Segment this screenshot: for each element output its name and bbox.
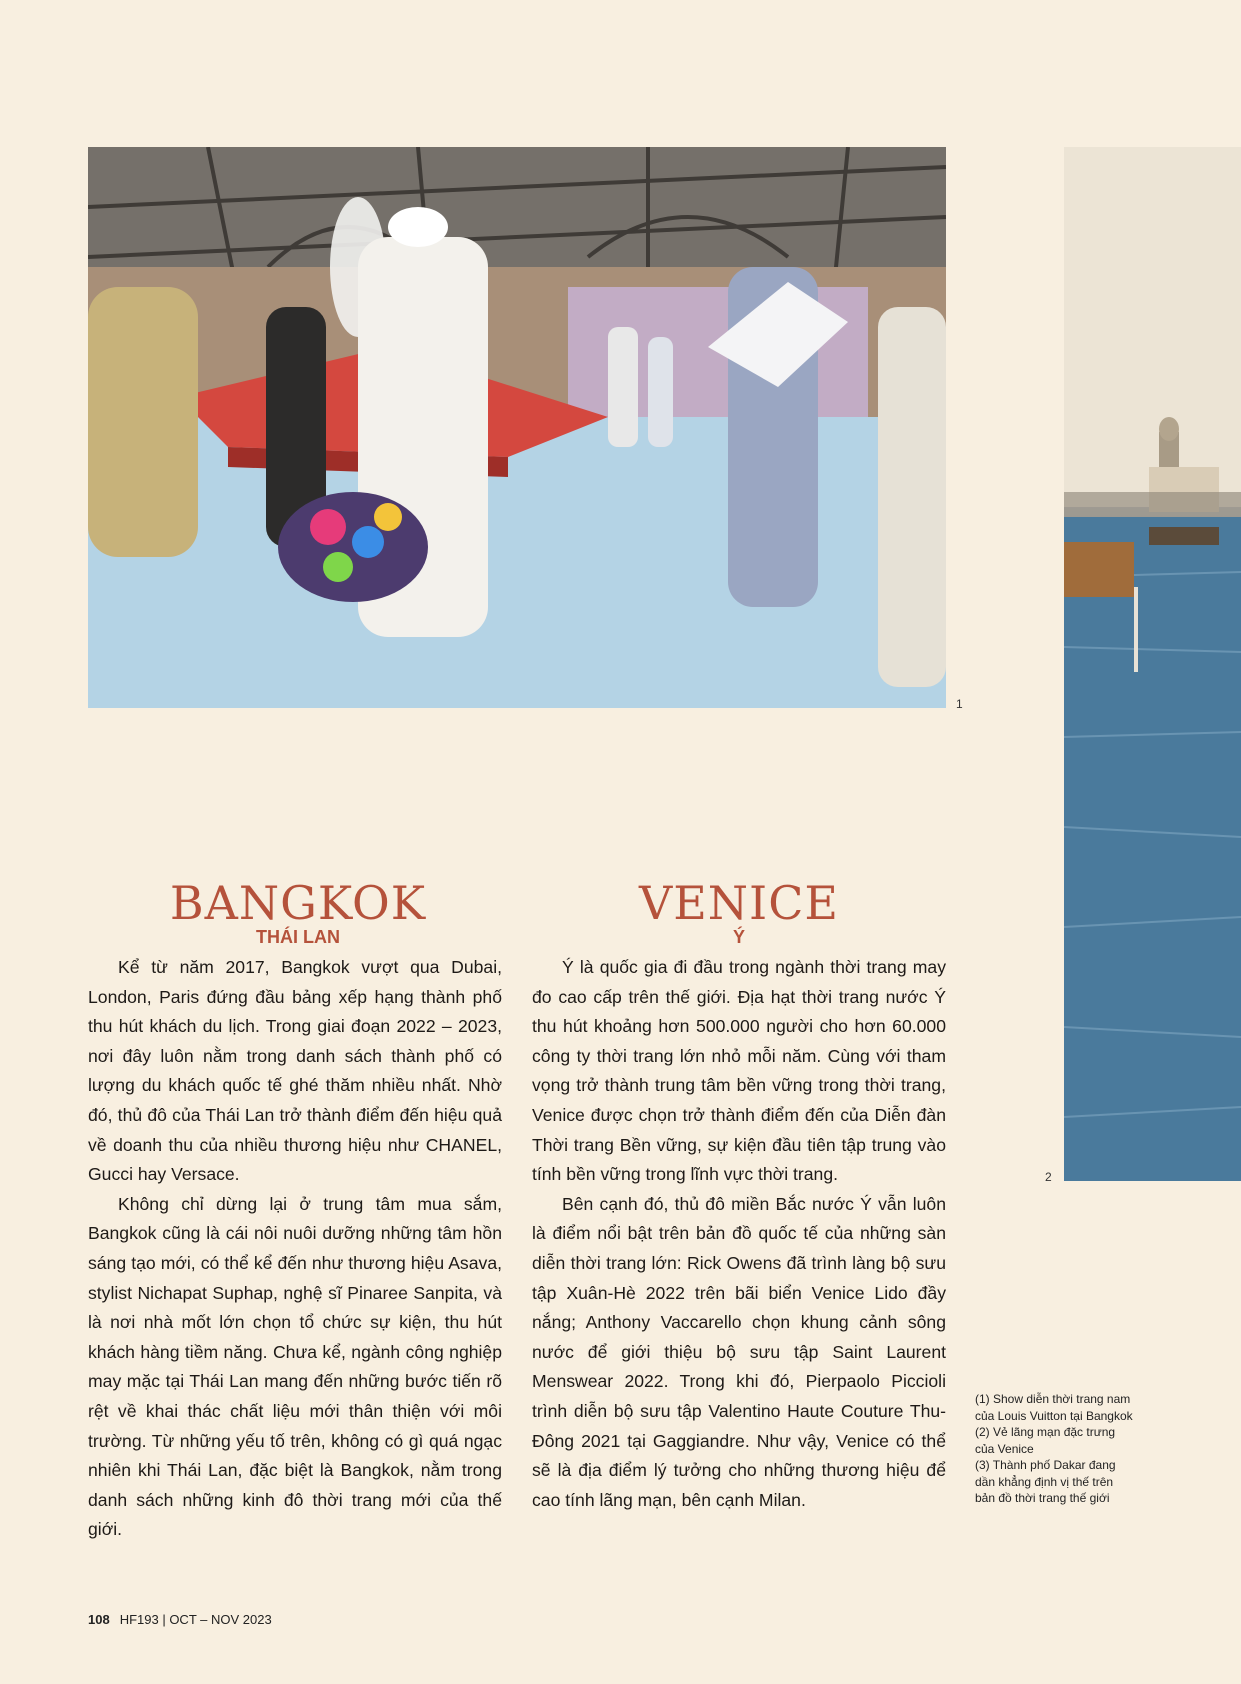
venice-paragraph-1: Ý là quốc gia đi đầu trong ngành thời trang may đo cao cấp trên thế giới. Địa hạt thời trang nước Ý thu hút khoảng hơn 500.000 người cho hơn 60.000 công ty thời trang lớn nhỏ mỗi năm. Cùng với tham vọng trở thành trung tâm bền vững trong thời trang, Venice được chọn trở thành điểm đến của Diễn đàn Thời trang Bền vững, sự kiện đầu tiên tập trung vào tính bền vững trong lĩnh vực thời trang.	[532, 957, 946, 1185]
venice-photo-illustration	[1064, 147, 1241, 1181]
issue-label: HF193 | OCT – NOV 2023	[119, 1612, 272, 1627]
venice-article	[532, 953, 946, 1515]
figure-number-2: 2	[1045, 1170, 1052, 1184]
venice-photo	[1064, 147, 1241, 1181]
bangkok-subtitle: THÁI LAN	[256, 927, 340, 947]
bangkok-title: BANGKOK	[169, 876, 427, 930]
venice-subtitle: Ý	[732, 927, 745, 947]
caption-3: (3) Thành phố Dakar đang dần khẳng định vị thế trên bản đồ thời trang thế giới	[975, 1458, 1116, 1505]
bangkok-article	[88, 953, 502, 1545]
page-footer	[88, 1612, 272, 1627]
venice-paragraph-2: Bên cạnh đó, thủ đô miền Bắc nước Ý vẫn luôn là điểm nổi bật trên bản đồ quốc tế của những sàn diễn thời trang lớn: Rick Owens đã trình làng bộ sưu tập Xuân-Hè 2022 trên bãi biển Venice Lido đầy nắng; Anthony Vaccarello chọn khung cảnh sông nước để giới thiệu bộ sưu tập Saint Laurent Menswear 2022. Trong khi đó, Pierpaolo Piccioli trình diễn bộ sưu tập Valentino Haute Couture Thu-Đông 2021 tại Gaggiandre. Như vậy, Venice có thể sẽ là địa điểm lý tưởng cho những thương hiệu để cao tính lãng mạn, bên cạnh Milan.	[532, 1193, 946, 1510]
photo-captions	[975, 1391, 1135, 1507]
venice-title: VENICE	[639, 876, 839, 930]
caption-1: (1) Show diễn thời trang nam của Louis Vuitton tại Bangkok	[975, 1392, 1133, 1423]
figure-number-1: 1	[956, 697, 963, 711]
bangkok-paragraph-2: Không chỉ dừng lại ở trung tâm mua sắm, Bangkok cũng là cái nôi nuôi dưỡng những tâm hồn sáng tạo mới, có thể kể đến như thương hiệu Asava, stylist Nichapat Suphap, nghệ sĩ Pinaree Sanpita, và là nơi nhà mốt lớn chọn tổ chức sự kiện, thu hút khách hàng tiềm năng. Chưa kể, ngành công nghiệp may mặc tại Thái Lan mang đến những bước tiến rõ rệt về khai thác chất liệu mới thân thiện với môi trường. Từ những yếu tố trên, không có gì quá ngạc nhiên khi Thái Lan, đặc biệt là Bangkok, nằm trong danh sách những kinh đô thời trang mới của thế giới.	[88, 1193, 502, 1540]
bangkok-paragraph-1: Kể từ năm 2017, Bangkok vượt qua Dubai, London, Paris đứng đầu bảng xếp hạng thành phố thu hút khách du lịch. Trong giai đoạn 2022 – 2023, nơi đây luôn nằm trong danh sách thành phố có lượng du khách quốc tế ghé thăm nhiều nhất. Nhờ đó, thủ đô của Thái Lan trở thành điểm đến hiệu quả về doanh thu của nhiều thương hiệu như CHANEL, Gucci hay Versace.	[88, 957, 502, 1185]
runway-photo-illustration	[88, 147, 946, 708]
runway-photo	[88, 147, 946, 708]
caption-2: (2) Vẻ lãng mạn đặc trưng của Venice	[975, 1425, 1116, 1456]
page-number: 108	[88, 1612, 110, 1627]
